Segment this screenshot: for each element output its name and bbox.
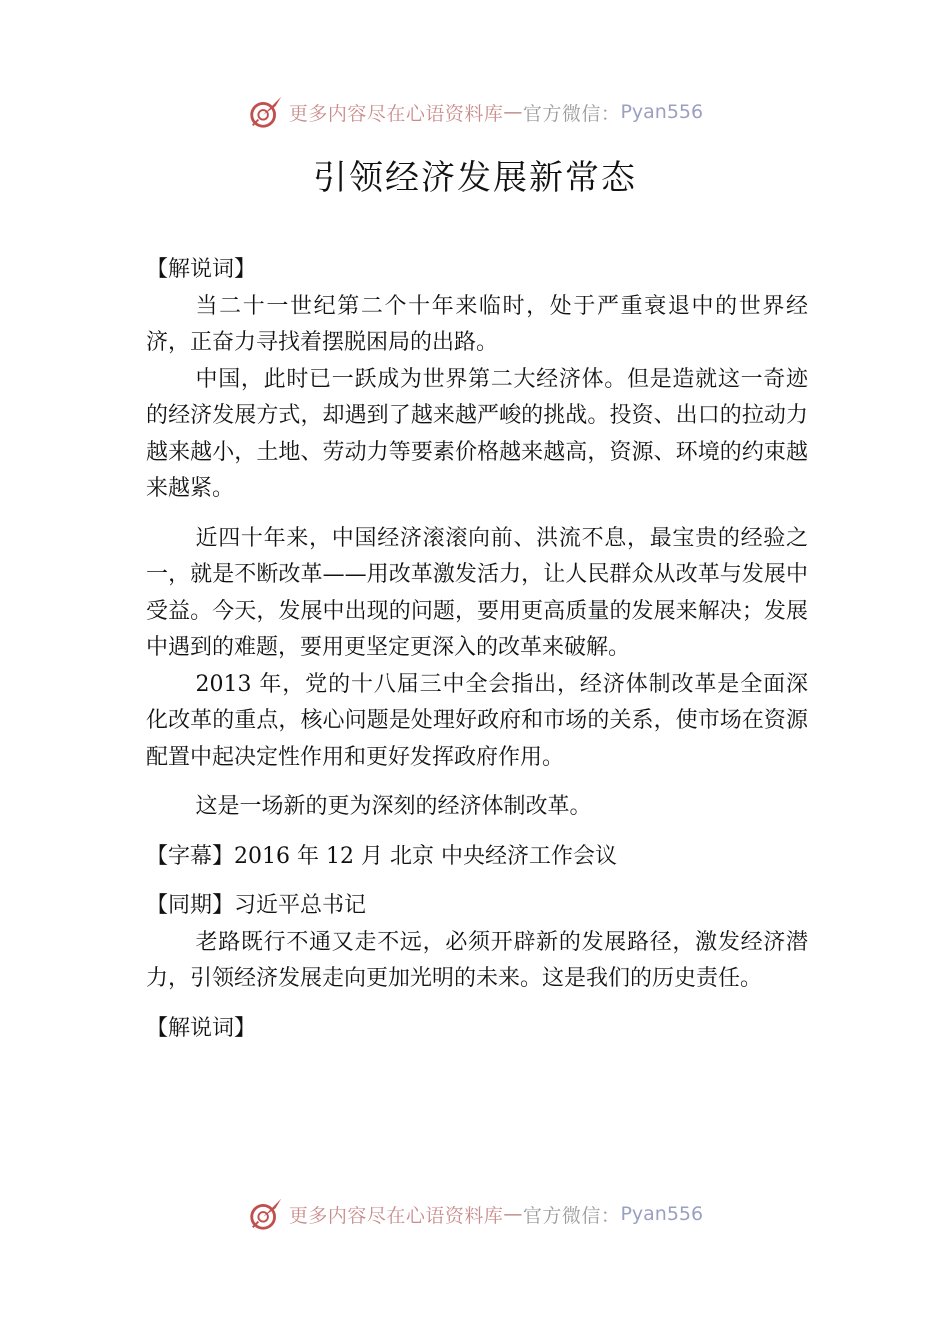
watermark-group bbox=[247, 1195, 703, 1233]
speaker-line: 【同期】习近平总书记 bbox=[146, 893, 367, 918]
watermark-wechat-id: Pyan556 bbox=[620, 1203, 704, 1225]
body-paragraph: 当二十一世纪第二个十年来临时，处于严重衰退中的世界经济，正奋力寻找着摆脱困局的出路。 bbox=[146, 293, 808, 355]
watermark-site-text: 更多内容尽在心语资料库 bbox=[288, 1204, 504, 1227]
section-label: 【解说词】 bbox=[146, 257, 257, 282]
body-paragraph: 这是一场新的更为深刻的经济体制改革。 bbox=[195, 794, 592, 819]
watermark-dash: — bbox=[503, 1203, 523, 1225]
watermark-site-text: 更多内容尽在心语资料库 bbox=[288, 102, 504, 125]
body-paragraph: 2013 年，党的十八届三中全会指出，经济体制改革是全面深化改革的重点，核心问题是处理好政府和市场的关系，使市场在资源配置中起决定性作用和更好发挥政府作用。 bbox=[146, 671, 808, 770]
document-body bbox=[146, 252, 808, 1047]
body-paragraph: 中国，此时已一跃成为世界第二大经济体。但是造就这一奇迹的经济发展方式，却遇到了越来越严峻的挑战。投资、出口的拉动力越来越小，土地、劳动力等要素价格越来越高，资源、环境的约束越来越紧。 bbox=[146, 366, 808, 501]
footer-watermark bbox=[0, 1194, 950, 1234]
quill-logo-icon bbox=[247, 1195, 285, 1233]
watermark-group bbox=[247, 93, 703, 131]
body-paragraph: 近四十年来，中国经济滚滚向前、洪流不息，最宝贵的经验之一，就是不断改革——用改革激发活力，让人民群众从改革与发展中受益。今天，发展中出现的问题，要用更高质量的发展来解决；发展中遇到的难题，要用更坚定更深入的改革来破解。 bbox=[146, 525, 808, 660]
watermark-dash: — bbox=[503, 101, 523, 123]
header-watermark bbox=[0, 92, 950, 132]
watermark-wechat-label: 官方微信： bbox=[522, 1204, 621, 1227]
section-label: 【解说词】 bbox=[146, 1015, 257, 1041]
quill-logo-icon bbox=[247, 93, 285, 131]
caption-line: 【字幕】2016 年 12 月 北京 中央经济工作会议 bbox=[146, 843, 617, 869]
document-title: 引领经济发展新常态 bbox=[313, 158, 637, 198]
body-paragraph: 老路既行不通又走不远，必须开辟新的发展路径，激发经济潜力，引领经济发展走向更加光明的未来。这是我们的历史责任。 bbox=[146, 929, 808, 991]
watermark-wechat-label: 官方微信： bbox=[522, 102, 621, 125]
watermark-wechat-id: Pyan556 bbox=[620, 101, 704, 123]
